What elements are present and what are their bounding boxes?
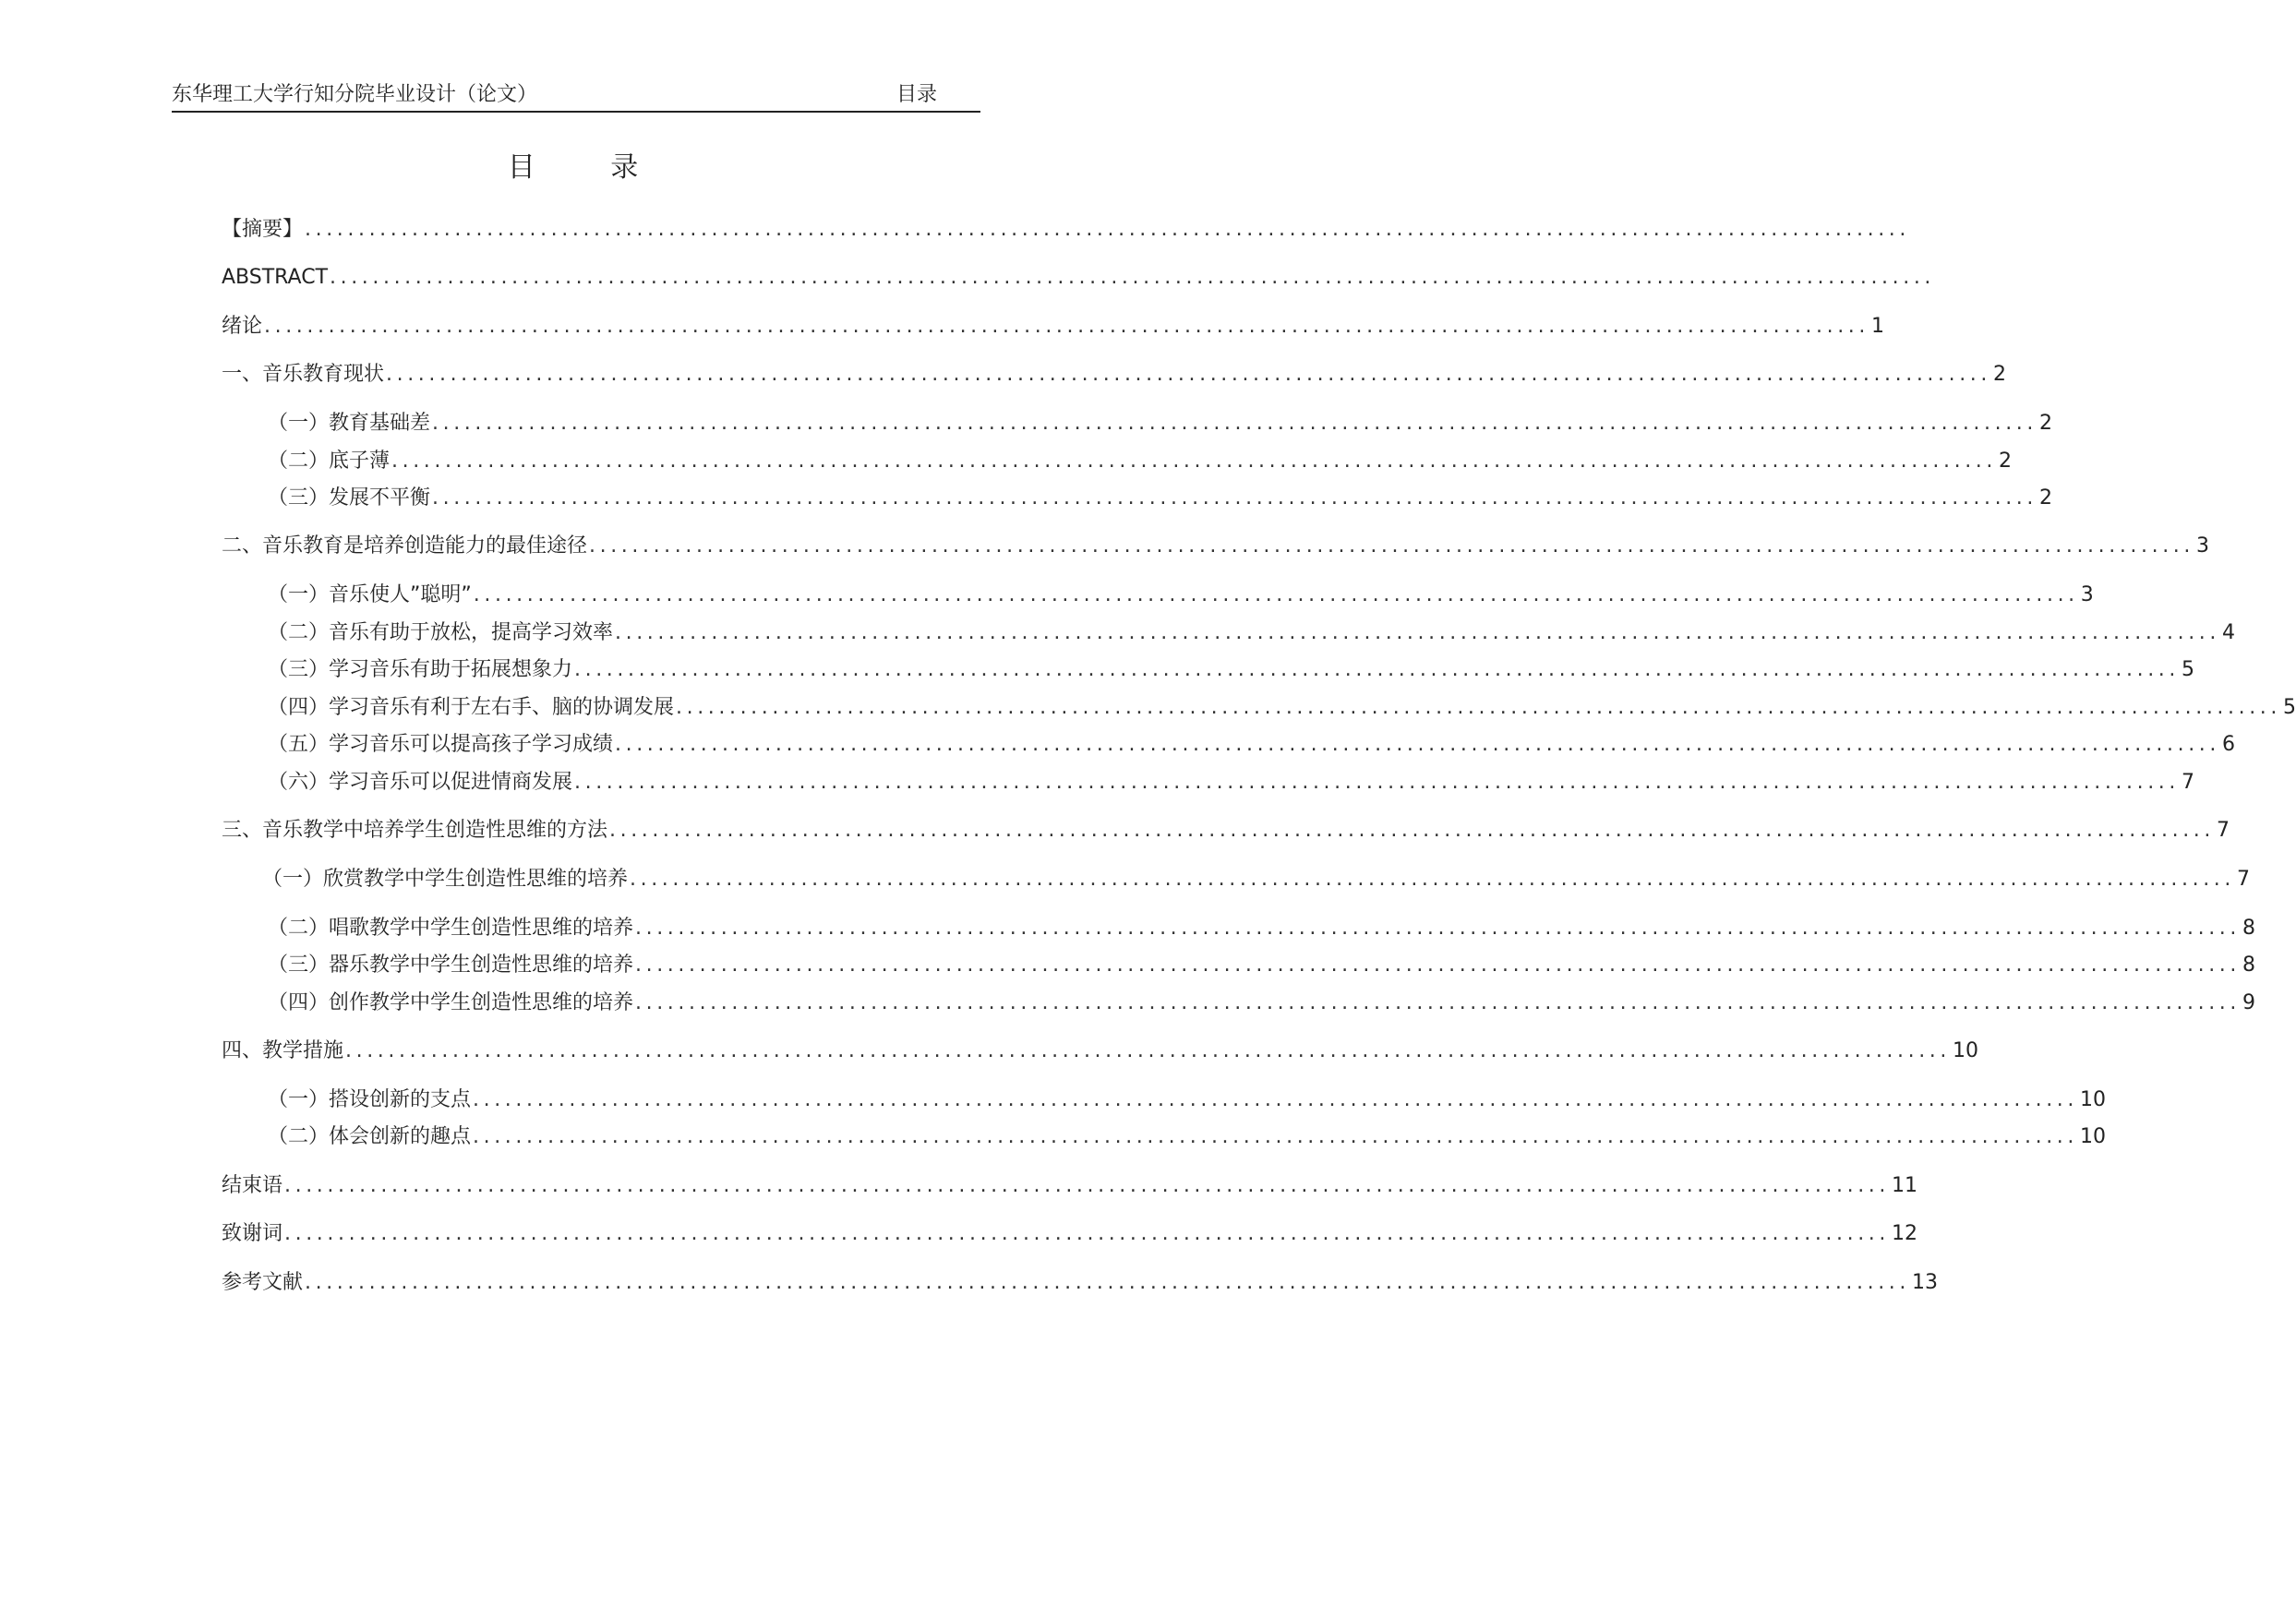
toc-entry-text: 绪论 xyxy=(222,315,263,338)
toc-dot-leader: ...................................................................................................................................................... xyxy=(630,868,2235,891)
toc-entry-text: （二）底子薄 xyxy=(268,450,391,473)
toc-dot-leader: ...................................................................................................................................................... xyxy=(473,1125,2078,1148)
toc-entry-text: 【摘要】 xyxy=(222,218,304,241)
toc-entry-text: （一）欣赏教学中学生创造性思维的培养 xyxy=(262,868,629,891)
toc-entry-text: （六）学习音乐可以促进情商发展 xyxy=(268,771,573,794)
toc-entry-conclusion[interactable] xyxy=(222,1171,1917,1201)
toc-entry-page: 2 xyxy=(1999,450,2012,473)
page-title: 目 录 xyxy=(507,151,672,184)
toc-entry-references[interactable] xyxy=(222,1268,1938,1298)
toc-entry-page: 10 xyxy=(1953,1039,1978,1062)
toc-entry-page: 11 xyxy=(1892,1174,1917,1197)
toc-dot-leader: ...................................................................................................................................................... xyxy=(473,1088,2078,1111)
toc-dot-leader: ...................................................................................................................................................... xyxy=(615,621,2220,644)
toc-entry-page: 2 xyxy=(2039,486,2052,510)
toc-dot-leader: ...................................................................................................................................................... xyxy=(386,363,1991,386)
toc-entry-introduction[interactable] xyxy=(222,312,1884,342)
toc-dot-leader: ...................................................................................................................................................... xyxy=(635,953,2241,977)
toc-entry-text: （一）教育基础差 xyxy=(268,412,431,435)
toc-entry-section-4-2[interactable] xyxy=(268,1122,2106,1152)
toc-dot-leader: ...................................................................................................................................................... xyxy=(345,1039,1951,1062)
toc-entry-page: 8 xyxy=(2242,953,2255,977)
toc-entry-abstract-en[interactable] xyxy=(222,263,1936,293)
toc-entry-page: 12 xyxy=(1892,1222,1917,1245)
toc-entry-section-2-4[interactable] xyxy=(268,693,2296,723)
toc-entry-chapter-3[interactable] xyxy=(222,816,2230,845)
toc-dot-leader: ...................................................................................................................................................... xyxy=(330,266,1936,289)
toc-entry-section-2-5[interactable] xyxy=(268,730,2235,760)
toc-entry-text: 致谢词 xyxy=(222,1222,283,1245)
toc-entry-section-4-1[interactable] xyxy=(268,1085,2106,1115)
toc-entry-text: 参考文献 xyxy=(222,1271,304,1294)
toc-entry-page: 3 xyxy=(2196,534,2209,558)
toc-entry-text: （二）体会创新的趣点 xyxy=(268,1125,472,1148)
toc-dot-leader: ...................................................................................................................................................... xyxy=(615,733,2220,756)
toc-entry-section-3-4[interactable] xyxy=(268,989,2255,1018)
header-section-name: 目录 xyxy=(896,83,937,106)
toc-entry-section-2-6[interactable] xyxy=(268,768,2194,798)
toc-entry-section-1-1[interactable] xyxy=(268,409,2052,438)
toc-entry-chapter-1[interactable] xyxy=(222,360,2006,390)
toc-entry-text: 二、音乐教育是培养创造能力的最佳途径 xyxy=(222,534,588,558)
toc-entry-section-2-2[interactable] xyxy=(268,618,2235,648)
toc-entry-page: 2 xyxy=(2039,412,2052,435)
toc-entry-text: 一、音乐教育现状 xyxy=(222,363,385,386)
toc-entry-text: （一）音乐使人”聪明” xyxy=(268,583,472,606)
toc-dot-leader: ...................................................................................................................................................... xyxy=(264,315,1869,338)
toc-dot-leader: ...................................................................................................................................................... xyxy=(589,534,2194,558)
toc-entry-chapter-4[interactable] xyxy=(222,1037,1978,1066)
toc-entry-text: （四）学习音乐有利于左右手、脑的协调发展 xyxy=(268,696,675,719)
toc-entry-page: 6 xyxy=(2222,733,2235,756)
toc-entry-abstract-cn[interactable] xyxy=(222,215,1910,245)
toc-entry-text: （二）音乐有助于放松，提高学习效率 xyxy=(268,621,614,644)
header-document-title: 东华理工大学行知分院毕业设计（论文） xyxy=(172,83,538,106)
toc-entry-text: （三）学习音乐有助于拓展想象力 xyxy=(268,658,573,681)
toc-entry-page: 10 xyxy=(2080,1125,2106,1148)
toc-entry-page: 1 xyxy=(1871,315,1884,338)
toc-dot-leader: ...................................................................................................................................................... xyxy=(305,218,1910,241)
toc-entry-chapter-2[interactable] xyxy=(222,532,2209,561)
running-header xyxy=(172,79,980,113)
toc-entry-section-1-2[interactable] xyxy=(268,447,2012,476)
toc-dot-leader: ...................................................................................................................................................... xyxy=(609,819,2215,842)
toc-entry-text: （二）唱歌教学中学生创造性思维的培养 xyxy=(268,917,634,940)
toc-entry-text: ABSTRACT xyxy=(222,266,329,289)
toc-dot-leader: ...................................................................................................................................................... xyxy=(574,658,2180,681)
toc-entry-page: 8 xyxy=(2242,917,2255,940)
toc-entry-text: 结束语 xyxy=(222,1174,283,1197)
toc-entry-text: （五）学习音乐可以提高孩子学习成绩 xyxy=(268,733,614,756)
toc-entry-page: 2 xyxy=(1993,363,2006,386)
toc-entry-section-1-3[interactable] xyxy=(268,484,2052,513)
toc-entry-text: （四）创作教学中学生创造性思维的培养 xyxy=(268,991,634,1014)
toc-entry-section-3-3[interactable] xyxy=(268,951,2255,980)
toc-entry-page: 5 xyxy=(2182,658,2194,681)
toc-entry-page: 7 xyxy=(2237,868,2250,891)
toc-entry-section-3-2[interactable] xyxy=(268,914,2255,943)
toc-entry-page: 4 xyxy=(2222,621,2235,644)
toc-dot-leader: ...................................................................................................................................................... xyxy=(676,696,2281,719)
toc-entry-page: 10 xyxy=(2080,1088,2106,1111)
toc-entry-text: 三、音乐教学中培养学生创造性思维的方法 xyxy=(222,819,608,842)
toc-entry-text: （三）器乐教学中学生创造性思维的培养 xyxy=(268,953,634,977)
toc-dot-leader: ...................................................................................................................................................... xyxy=(284,1222,1890,1245)
toc-entry-section-3-1[interactable] xyxy=(262,865,2250,894)
toc-entry-section-2-1[interactable] xyxy=(268,581,2094,610)
toc-entry-text: 四、教学措施 xyxy=(222,1039,344,1062)
toc-entry-text: （三）发展不平衡 xyxy=(268,486,431,510)
toc-dot-leader: ...................................................................................................................................................... xyxy=(305,1271,1910,1294)
toc-dot-leader: ...................................................................................................................................................... xyxy=(635,991,2241,1014)
toc-entry-section-2-3[interactable] xyxy=(268,655,2194,685)
toc-entry-acknowledgements[interactable] xyxy=(222,1219,1917,1249)
toc-entry-page: 7 xyxy=(2182,771,2194,794)
toc-dot-leader: ...................................................................................................................................................... xyxy=(432,486,2038,510)
toc-dot-leader: ...................................................................................................................................................... xyxy=(284,1174,1890,1197)
toc-dot-leader: ...................................................................................................................................................... xyxy=(635,917,2241,940)
toc-entry-page: 3 xyxy=(2080,583,2094,606)
toc-dot-leader: ...................................................................................................................................................... xyxy=(574,771,2180,794)
toc-dot-leader: ...................................................................................................................................................... xyxy=(391,450,1997,473)
toc-entry-page: 9 xyxy=(2242,991,2255,1014)
toc-dot-leader: ...................................................................................................................................................... xyxy=(432,412,2038,435)
toc-entry-page: 13 xyxy=(1912,1271,1938,1294)
toc-entry-page: 5 xyxy=(2283,696,2296,719)
toc-dot-leader: ...................................................................................................................................................... xyxy=(473,583,2079,606)
toc-entry-page: 7 xyxy=(2217,819,2230,842)
toc-entry-text: （一）搭设创新的支点 xyxy=(268,1088,472,1111)
